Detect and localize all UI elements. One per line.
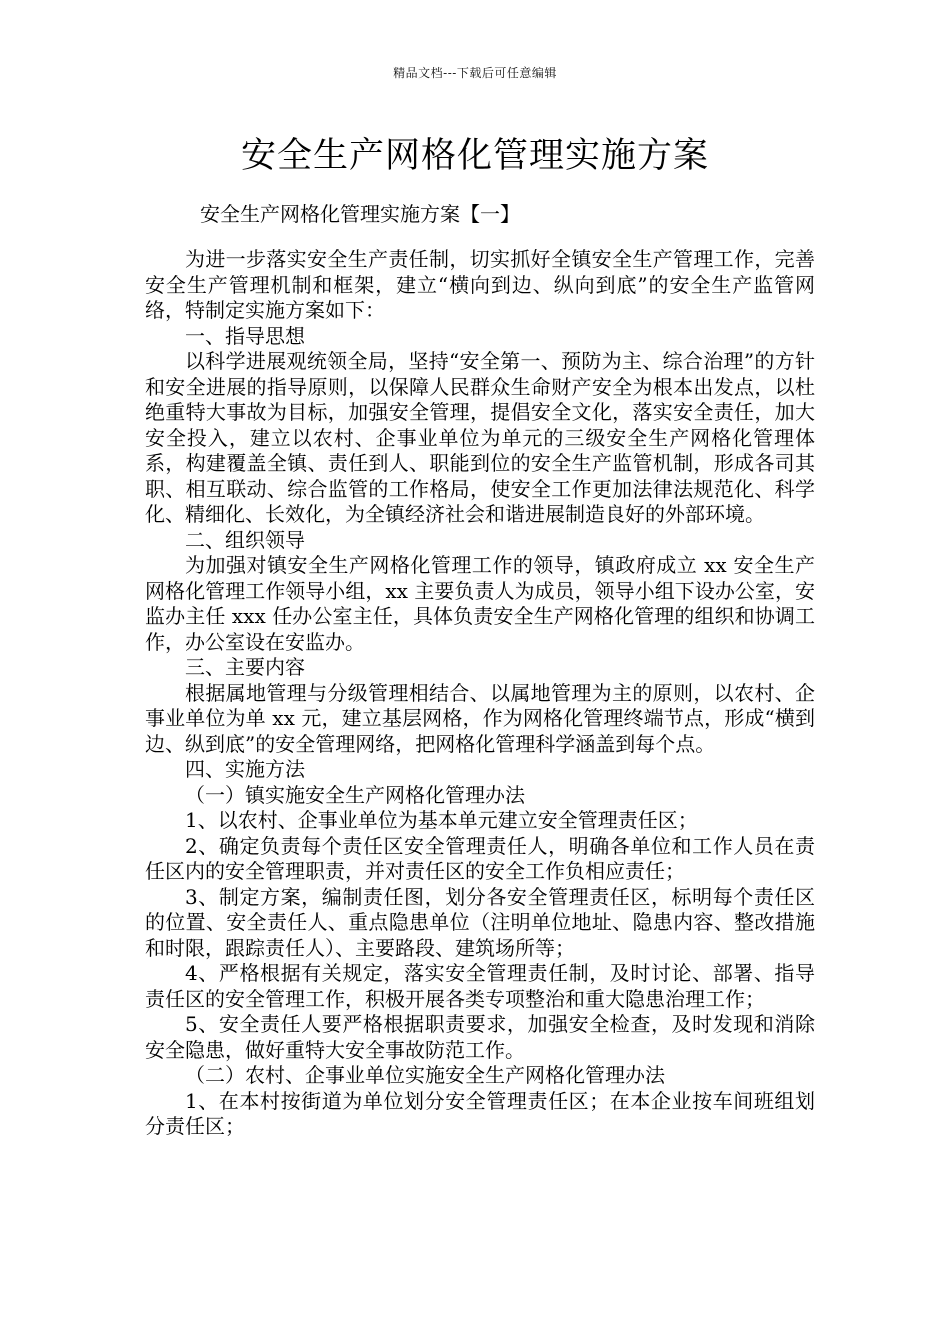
list-item: 2、确定负责每个责任区安全管理责任人，明确各单位和工作人员在责任区内的安全管理职责，并对责任区的安全工作负相应责任； [145, 833, 815, 883]
subsection-heading: （一）镇实施安全生产网格化管理办法 [185, 782, 525, 807]
list-item: 1、在本村按街道为单位划分安全管理责任区；在本企业按车间班组划分责任区； [145, 1088, 815, 1138]
paragraph: 以科学进展观统领全局，坚持“安全第一、预防为主、综合治理”的方针和安全进展的指导原则，以保障人民群众生命财产安全为根本出发点，以杜绝重特大事故为目标，加强安全管理，提倡安全文化，落实安全责任，加大安全投入，建立以农村、企事业单位为单元的三级安全生产网格化管理体系，构建覆盖全镇、责任到人、职能到位的安全生产监管机制，形成各司其职、相互联动、综合监管的工作格局，使安全工作更加法律法规范化、科学化、精细化、长效化，为全镇经济社会和谐进展制造良好的外部环境。 [145, 349, 815, 526]
list-item: 5、安全责任人要严格根据职责要求，加强安全检查，及时发现和消除安全隐患，做好重特大安全事故防范工作。 [145, 1012, 815, 1062]
document-body [145, 247, 815, 1140]
paragraph: 为加强对镇安全生产网格化管理工作的领导，镇政府成立 xx 安全生产网格化管理工作领导小组，xx 主要负责人为成员，领导小组下设办公室，安监办主任 xxx 任办公室主任，具体负责安全生产网格化管理的组织和协调工作，办公室设在安监办。 [145, 553, 815, 654]
document-subtitle: 安全生产网格化管理实施方案【一】 [200, 202, 520, 226]
list-item: 1、以农村、企事业单位为基本单元建立安全管理责任区； [185, 808, 698, 832]
section-heading: 一、指导思想 [185, 323, 305, 348]
list-item: 4、严格根据有关规定，落实安全管理责任制，及时讨论、部署、指导责任区的安全管理工作，积极开展各类专项整治和重大隐患治理工作； [145, 961, 815, 1011]
paragraph: 根据属地管理与分级管理相结合、以属地管理为主的原则，以农村、企事业单位为单 xx 元，建立基层网格，作为网格化管理终端节点，形成“横到边、纵到底”的安全管理网络，把网格化管理科学涵盖到每个点。 [145, 680, 815, 756]
list-item: 3、制定方案，编制责任图，划分各安全管理责任区，标明每个责任区的位置、安全责任人、重点隐患单位（注明单位地址、隐患内容、整改措施和时限，跟踪责任人）、主要路段、建筑场所等； [145, 884, 815, 960]
page-header-watermark: 精品文档---下载后可任意编辑 [393, 66, 557, 80]
paragraph-intro: 为进一步落实安全生产责任制，切实抓好全镇安全生产管理工作，完善安全生产管理机制和框架，建立“横向到边、纵向到底”的安全生产监管网络，特制定实施方案如下： [145, 247, 815, 322]
section-heading: 二、组织领导 [185, 527, 305, 552]
subsection-heading: （二）农村、企事业单位实施安全生产网格化管理办法 [185, 1063, 665, 1087]
document-title: 安全生产网格化管理实施方案 [240, 136, 709, 176]
section-heading: 四、实施方法 [185, 757, 305, 781]
section-heading: 三、主要内容 [185, 655, 305, 679]
